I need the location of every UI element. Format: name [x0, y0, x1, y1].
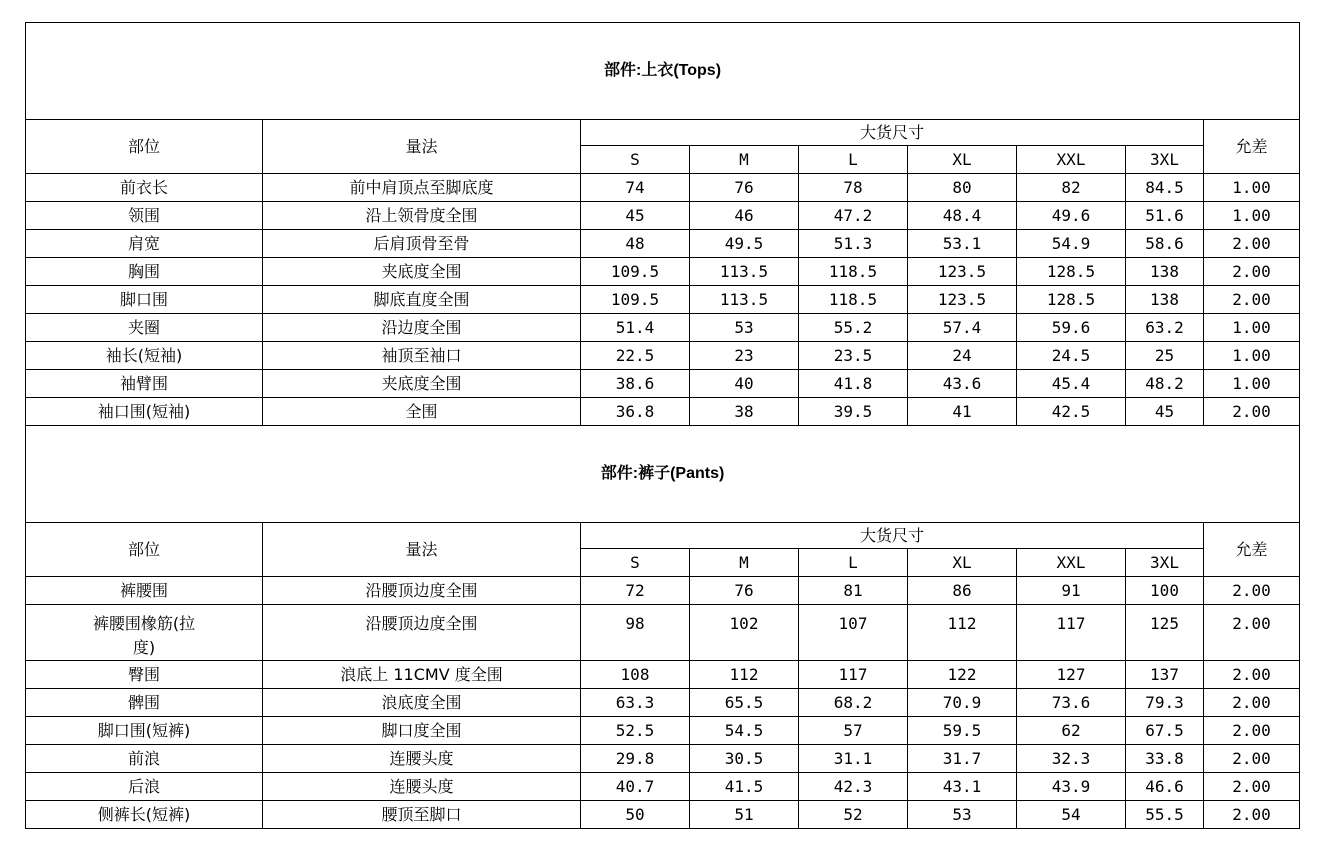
- cell-size-value: 127: [1017, 661, 1126, 689]
- cell-tolerance: 2.00: [1204, 258, 1300, 286]
- cell-size-value: 63.2: [1126, 314, 1204, 342]
- cell-tolerance: 2.00: [1204, 286, 1300, 314]
- cell-method: 脚底直度全围: [263, 286, 581, 314]
- table-row: [26, 605, 1300, 661]
- header-size: S: [581, 146, 690, 174]
- cell-size-value: 42.3: [799, 773, 908, 801]
- cell-size-value: 59.5: [908, 717, 1017, 745]
- cell-part: 髀围: [26, 689, 263, 717]
- cell-size-value: 62: [1017, 717, 1126, 745]
- cell-size-value: 51.4: [581, 314, 690, 342]
- cell-part: 前衣长: [26, 174, 263, 202]
- cell-size-value: 54: [1017, 801, 1126, 829]
- header-part: 部位: [26, 523, 263, 577]
- cell-size-value: 24.5: [1017, 342, 1126, 370]
- cell-size-value: 118.5: [799, 258, 908, 286]
- cell-size-value: 84.5: [1126, 174, 1204, 202]
- cell-part: [26, 605, 263, 661]
- cell-method: 后肩顶骨至骨: [263, 230, 581, 258]
- table-row: [26, 370, 1300, 398]
- cell-size-value: 65.5: [690, 689, 799, 717]
- cell-tolerance: 2.00: [1204, 577, 1300, 605]
- cell-size-value: 118.5: [799, 286, 908, 314]
- cell-part: 后浪: [26, 773, 263, 801]
- cell-size-value: 100: [1126, 577, 1204, 605]
- cell-method: 夹底度全围: [263, 258, 581, 286]
- cell-size-value: 72: [581, 577, 690, 605]
- cell-size-value: 73.6: [1017, 689, 1126, 717]
- cell-size-value: 49.6: [1017, 202, 1126, 230]
- header-size: L: [799, 549, 908, 577]
- cell-part: 臀围: [26, 661, 263, 689]
- cell-size-value: 30.5: [690, 745, 799, 773]
- cell-tolerance: 2.00: [1204, 689, 1300, 717]
- table-row: [26, 398, 1300, 426]
- cell-size-value: 46.6: [1126, 773, 1204, 801]
- cell-size-value: 43.6: [908, 370, 1017, 398]
- cell-part-line2: 度): [132, 638, 156, 657]
- cell-part: 脚口围(短裤): [26, 717, 263, 745]
- cell-size-value: 53.1: [908, 230, 1017, 258]
- table-row: [26, 661, 1300, 689]
- cell-tolerance: 2.00: [1204, 745, 1300, 773]
- cell-size-value: 46: [690, 202, 799, 230]
- cell-size-value: 23: [690, 342, 799, 370]
- section-title: 部件:上衣(Tops): [26, 23, 1300, 120]
- cell-size-value: 79.3: [1126, 689, 1204, 717]
- cell-method: 浪底度全围: [263, 689, 581, 717]
- cell-part: 袖口围(短袖): [26, 398, 263, 426]
- cell-part-line1: 裤腰围橡筋(拉: [92, 614, 196, 633]
- header-size: XXL: [1017, 549, 1126, 577]
- cell-size-value: 81: [799, 577, 908, 605]
- cell-part: 侧裤长(短裤): [26, 801, 263, 829]
- cell-size-value: 91: [1017, 577, 1126, 605]
- cell-tolerance: 2.00: [1204, 230, 1300, 258]
- cell-size-value: 23.5: [799, 342, 908, 370]
- table-row: [26, 745, 1300, 773]
- cell-method: 袖顶至袖口: [263, 342, 581, 370]
- header-size: 3XL: [1126, 549, 1204, 577]
- cell-size-value: 59.6: [1017, 314, 1126, 342]
- cell-tolerance: 1.00: [1204, 174, 1300, 202]
- cell-size-value: 48: [581, 230, 690, 258]
- cell-method: 沿上领骨度全围: [263, 202, 581, 230]
- cell-size-value: 58.6: [1126, 230, 1204, 258]
- cell-part: 领围: [26, 202, 263, 230]
- cell-part: 脚口围: [26, 286, 263, 314]
- table-row: [26, 689, 1300, 717]
- cell-size-value: 76: [690, 577, 799, 605]
- table-row: [26, 258, 1300, 286]
- cell-size-value: 54.9: [1017, 230, 1126, 258]
- cell-size-value: 54.5: [690, 717, 799, 745]
- cell-method: 浪底上 11CMV 度全围: [263, 661, 581, 689]
- cell-size-value: 41.5: [690, 773, 799, 801]
- cell-size-value: 25: [1126, 342, 1204, 370]
- cell-part: 胸围: [26, 258, 263, 286]
- cell-size-value: 123.5: [908, 258, 1017, 286]
- header-size: XL: [908, 146, 1017, 174]
- cell-size-value: 128.5: [1017, 286, 1126, 314]
- cell-size-value: 24: [908, 342, 1017, 370]
- table-row: [26, 342, 1300, 370]
- cell-tolerance: 1.00: [1204, 314, 1300, 342]
- cell-size-value: 107: [799, 605, 908, 661]
- cell-size-value: 112: [908, 605, 1017, 661]
- section-title: 部件:裤子(Pants): [26, 426, 1300, 523]
- cell-size-value: 53: [908, 801, 1017, 829]
- cell-size-value: 68.2: [799, 689, 908, 717]
- cell-size-value: 51: [690, 801, 799, 829]
- cell-size-value: 48.2: [1126, 370, 1204, 398]
- cell-size-value: 55.2: [799, 314, 908, 342]
- cell-method: 沿腰顶边度全围: [263, 605, 581, 661]
- cell-size-value: 43.9: [1017, 773, 1126, 801]
- cell-tolerance: 1.00: [1204, 342, 1300, 370]
- header-tolerance: 允差: [1204, 523, 1300, 577]
- cell-size-value: 117: [799, 661, 908, 689]
- cell-size-value: 52.5: [581, 717, 690, 745]
- cell-size-value: 113.5: [690, 286, 799, 314]
- cell-size-value: 40: [690, 370, 799, 398]
- header-tolerance: 允差: [1204, 120, 1300, 174]
- cell-size-value: 45: [581, 202, 690, 230]
- cell-tolerance: 2.00: [1204, 661, 1300, 689]
- cell-size-value: 138: [1126, 258, 1204, 286]
- cell-method: 腰顶至脚口: [263, 801, 581, 829]
- cell-method: 连腰头度: [263, 745, 581, 773]
- cell-size-value: 63.3: [581, 689, 690, 717]
- cell-size-value: 40.7: [581, 773, 690, 801]
- cell-size-value: 51.6: [1126, 202, 1204, 230]
- cell-size-value: 39.5: [799, 398, 908, 426]
- cell-size-value: 22.5: [581, 342, 690, 370]
- header-size: S: [581, 549, 690, 577]
- header-size: XL: [908, 549, 1017, 577]
- cell-part: 夹圈: [26, 314, 263, 342]
- cell-size-value: 57: [799, 717, 908, 745]
- cell-method: 前中肩顶点至脚底度: [263, 174, 581, 202]
- cell-part: 袖长(短袖): [26, 342, 263, 370]
- cell-size-value: 137: [1126, 661, 1204, 689]
- cell-size-value: 52: [799, 801, 908, 829]
- cell-size-value: 109.5: [581, 258, 690, 286]
- cell-size-value: 49.5: [690, 230, 799, 258]
- cell-size-value: 48.4: [908, 202, 1017, 230]
- cell-size-value: 113.5: [690, 258, 799, 286]
- cell-size-value: 78: [799, 174, 908, 202]
- cell-size-value: 138: [1126, 286, 1204, 314]
- cell-method: 脚口度全围: [263, 717, 581, 745]
- header-size: L: [799, 146, 908, 174]
- size-spec-sheet: [25, 22, 1300, 829]
- cell-size-value: 41.8: [799, 370, 908, 398]
- cell-size-value: 108: [581, 661, 690, 689]
- cell-tolerance: 2.00: [1204, 398, 1300, 426]
- cell-size-value: 42.5: [1017, 398, 1126, 426]
- table-row: [26, 202, 1300, 230]
- cell-size-value: 57.4: [908, 314, 1017, 342]
- cell-size-value: 112: [690, 661, 799, 689]
- cell-method: 连腰头度: [263, 773, 581, 801]
- cell-size-value: 32.3: [1017, 745, 1126, 773]
- header-size: 3XL: [1126, 146, 1204, 174]
- header-size: M: [690, 549, 799, 577]
- cell-part: 肩宽: [26, 230, 263, 258]
- cell-size-value: 80: [908, 174, 1017, 202]
- cell-part: 裤腰围: [26, 577, 263, 605]
- table-row: [26, 230, 1300, 258]
- cell-size-value: 38: [690, 398, 799, 426]
- cell-size-value: 82: [1017, 174, 1126, 202]
- cell-tolerance: 1.00: [1204, 202, 1300, 230]
- header-method: 量法: [263, 120, 581, 174]
- cell-size-value: 67.5: [1126, 717, 1204, 745]
- cell-size-value: 122: [908, 661, 1017, 689]
- cell-method: 沿边度全围: [263, 314, 581, 342]
- cell-size-value: 76: [690, 174, 799, 202]
- cell-tolerance: 2.00: [1204, 605, 1300, 661]
- cell-size-value: 55.5: [1126, 801, 1204, 829]
- cell-size-value: 70.9: [908, 689, 1017, 717]
- cell-tolerance: 2.00: [1204, 801, 1300, 829]
- cell-tolerance: 2.00: [1204, 773, 1300, 801]
- table-row: [26, 314, 1300, 342]
- cell-size-value: 41: [908, 398, 1017, 426]
- cell-size-value: 45: [1126, 398, 1204, 426]
- header-part: 部位: [26, 120, 263, 174]
- cell-size-value: 50: [581, 801, 690, 829]
- header-size-group: 大货尺寸: [581, 523, 1204, 549]
- table-row: [26, 286, 1300, 314]
- cell-size-value: 102: [690, 605, 799, 661]
- header-size: M: [690, 146, 799, 174]
- cell-size-value: 43.1: [908, 773, 1017, 801]
- cell-method: 夹底度全围: [263, 370, 581, 398]
- cell-size-value: 51.3: [799, 230, 908, 258]
- cell-size-value: 86: [908, 577, 1017, 605]
- cell-size-value: 123.5: [908, 286, 1017, 314]
- cell-size-value: 74: [581, 174, 690, 202]
- cell-tolerance: 2.00: [1204, 717, 1300, 745]
- table-row: [26, 773, 1300, 801]
- cell-size-value: 36.8: [581, 398, 690, 426]
- cell-part: 袖臂围: [26, 370, 263, 398]
- cell-part: 前浪: [26, 745, 263, 773]
- cell-size-value: 31.1: [799, 745, 908, 773]
- cell-tolerance: 1.00: [1204, 370, 1300, 398]
- cell-size-value: 33.8: [1126, 745, 1204, 773]
- header-size: XXL: [1017, 146, 1126, 174]
- cell-size-value: 128.5: [1017, 258, 1126, 286]
- header-size-group: 大货尺寸: [581, 120, 1204, 146]
- cell-method: 沿腰顶边度全围: [263, 577, 581, 605]
- cell-size-value: 98: [581, 605, 690, 661]
- cell-size-value: 109.5: [581, 286, 690, 314]
- cell-size-value: 125: [1126, 605, 1204, 661]
- cell-size-value: 117: [1017, 605, 1126, 661]
- table-row: [26, 717, 1300, 745]
- cell-size-value: 45.4: [1017, 370, 1126, 398]
- cell-size-value: 53: [690, 314, 799, 342]
- cell-size-value: 31.7: [908, 745, 1017, 773]
- header-method: 量法: [263, 523, 581, 577]
- cell-size-value: 47.2: [799, 202, 908, 230]
- table-row: [26, 577, 1300, 605]
- table-row: [26, 801, 1300, 829]
- cell-method: 全围: [263, 398, 581, 426]
- cell-size-value: 29.8: [581, 745, 690, 773]
- table-row: [26, 174, 1300, 202]
- cell-size-value: 38.6: [581, 370, 690, 398]
